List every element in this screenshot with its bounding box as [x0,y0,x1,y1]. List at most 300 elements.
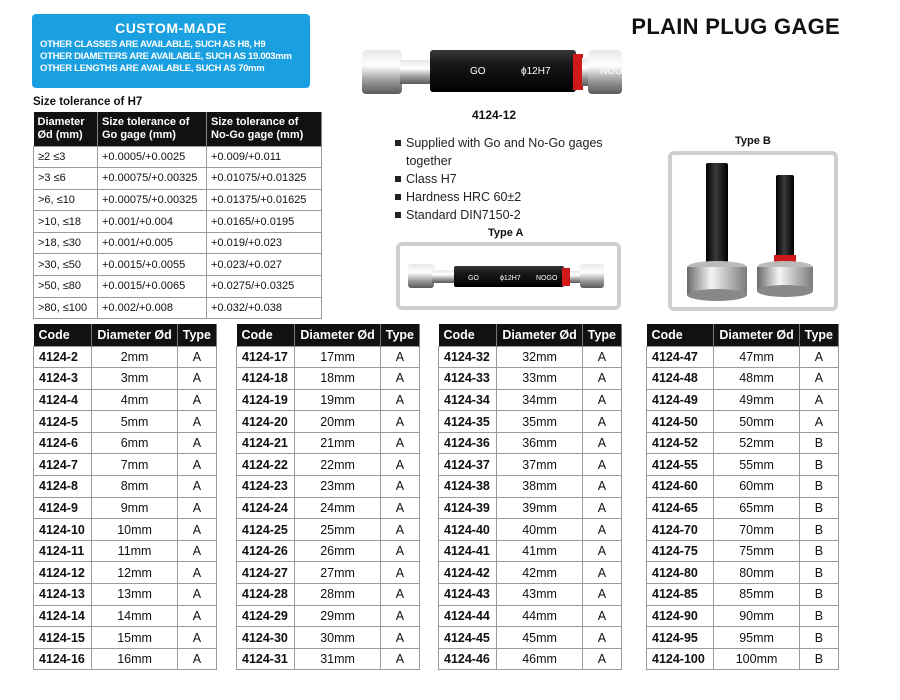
code-cell: 33mm [497,368,582,390]
code-cell: 2mm [92,346,177,368]
code-cell: A [177,540,216,562]
code-cell: 4124-90 [647,605,714,627]
code-cell: 21mm [295,432,380,454]
code-cell: 4124-80 [647,562,714,584]
code-cell: A [380,562,419,584]
code-cell: A [582,411,621,433]
code-cell: A [582,627,621,649]
code-cell: B [799,540,838,562]
code-cell: 7mm [92,454,177,476]
code-row [439,368,622,390]
code-cell: 4124-20 [237,411,295,433]
code-cell: 28mm [295,584,380,606]
code-cell: 4124-4 [34,389,92,411]
code-cell: A [799,346,838,368]
code-cell: A [380,584,419,606]
code-cell: 4mm [92,389,177,411]
code-cell: A [177,497,216,519]
code-row [439,605,622,627]
code-cell: A [380,389,419,411]
code-cell: A [380,627,419,649]
code-cell: A [582,584,621,606]
code-cell: 4124-65 [647,497,714,519]
type-a-gauge-icon [400,246,617,306]
code-header: Code [647,324,714,346]
code-cell: 4124-40 [439,519,497,541]
custom-line: OTHER DIAMETERS ARE AVAILABLE, SUCH AS 19.003mm [40,51,292,62]
code-cell: 50mm [714,411,799,433]
code-cell: A [177,584,216,606]
code-table [33,324,217,670]
code-cell: 27mm [295,562,380,584]
code-header: Code [237,324,295,346]
code-cell: 4124-46 [439,648,497,670]
code-cell: A [799,389,838,411]
code-cell: 4124-34 [439,389,497,411]
code-cell: B [799,497,838,519]
code-row [34,540,217,562]
code-cell: 4124-55 [647,454,714,476]
code-cell: B [799,627,838,649]
code-cell: 4124-33 [439,368,497,390]
type-b-image [668,151,838,311]
code-header: Diameter Ød [497,324,582,346]
feature-item: Standard DIN7150-2 [395,206,625,224]
code-cell: 30mm [295,627,380,649]
code-cell: 4124-7 [34,454,92,476]
code-cell: 17mm [295,346,380,368]
code-cell: 90mm [714,605,799,627]
code-cell: B [799,562,838,584]
code-cell: 4124-85 [647,584,714,606]
code-cell: 38mm [497,476,582,498]
code-cell: 4124-3 [34,368,92,390]
code-header: Code [439,324,497,346]
tolerance-cell: +0.0015/+0.0055 [98,254,207,276]
code-cell: 4124-24 [237,497,295,519]
code-cell: B [799,605,838,627]
code-cell: 14mm [92,605,177,627]
code-row [34,648,217,670]
tolerance-cell: >3 ≤6 [34,168,98,190]
code-cell: 37mm [497,454,582,476]
code-cell: 4124-19 [237,389,295,411]
tolerance-cell: +0.023/+0.027 [207,254,322,276]
code-row [647,648,839,670]
code-row [439,497,622,519]
code-row [439,584,622,606]
code-cell: 47mm [714,346,799,368]
code-cell: A [582,368,621,390]
code-cell: 4124-25 [237,519,295,541]
code-header-row [237,324,420,346]
code-row [237,519,420,541]
code-row [34,497,217,519]
code-cell: 85mm [714,584,799,606]
tolerance-cell: +0.01075/+0.01325 [207,168,322,190]
code-cell: 4124-14 [34,605,92,627]
code-cell: 12mm [92,562,177,584]
code-cell: B [799,584,838,606]
code-cell: 43mm [497,584,582,606]
code-cell: A [177,627,216,649]
code-row [34,605,217,627]
code-cell: 4124-28 [237,584,295,606]
code-cell: 4124-21 [237,432,295,454]
code-row [647,584,839,606]
code-cell: 19mm [295,389,380,411]
tolerance-row [34,168,322,190]
code-row [647,389,839,411]
code-cell: 70mm [714,519,799,541]
code-cell: 4124-26 [237,540,295,562]
code-cell: 49mm [714,389,799,411]
code-cell: A [582,540,621,562]
code-cell: 4124-60 [647,476,714,498]
tolerance-cell: +0.00075/+0.00325 [98,168,207,190]
code-row [647,454,839,476]
type-b-label: Type B [735,135,771,147]
code-row [34,476,217,498]
code-row [647,411,839,433]
tolerance-row [34,232,322,254]
code-cell: 4124-43 [439,584,497,606]
code-cell: 22mm [295,454,380,476]
code-header: Type [380,324,419,346]
code-cell: A [380,605,419,627]
code-row [237,346,420,368]
tolerance-row [34,146,322,168]
code-cell: A [799,368,838,390]
code-row [439,648,622,670]
code-cell: A [582,605,621,627]
code-row [439,562,622,584]
code-cell: 52mm [714,432,799,454]
code-cell: 15mm [92,627,177,649]
code-header: Code [34,324,92,346]
code-cell: 36mm [497,432,582,454]
code-cell: 8mm [92,476,177,498]
code-table [438,324,622,670]
code-header-row [647,324,839,346]
code-cell: 4124-42 [439,562,497,584]
tolerance-header: Diameter Ød (mm) [34,112,98,146]
code-header: Diameter Ød [92,324,177,346]
code-cell: 4124-39 [439,497,497,519]
tolerance-row [34,189,322,211]
code-cell: 4124-6 [34,432,92,454]
code-cell: A [380,497,419,519]
code-row [34,584,217,606]
code-cell: B [799,454,838,476]
tolerance-row [34,276,322,298]
type-b-gauge-icon [672,155,834,307]
type-a-label: Type A [488,227,524,239]
code-row [647,540,839,562]
tolerance-cell: +0.0005/+0.0025 [98,146,207,168]
code-cell: 5mm [92,411,177,433]
code-cell: 26mm [295,540,380,562]
code-cell: 100mm [714,648,799,670]
code-cell: 4124-18 [237,368,295,390]
code-row [647,627,839,649]
code-row [34,562,217,584]
code-row [237,497,420,519]
code-cell: A [380,540,419,562]
code-cell: A [582,476,621,498]
code-cell: 16mm [92,648,177,670]
code-row [237,389,420,411]
code-cell: 9mm [92,497,177,519]
code-cell: A [177,605,216,627]
code-row [439,519,622,541]
code-row [237,627,420,649]
code-table [646,324,839,670]
tolerance-cell: +0.0275/+0.0325 [207,276,322,298]
code-row [439,627,622,649]
code-cell: A [582,519,621,541]
code-cell: 4124-17 [237,346,295,368]
code-cell: A [380,432,419,454]
code-cell: 46mm [497,648,582,670]
code-cell: A [582,432,621,454]
code-row [647,605,839,627]
code-cell: A [582,648,621,670]
gauge-size-text: ϕ12H7 [521,66,551,77]
code-cell: 75mm [714,540,799,562]
code-cell: 3mm [92,368,177,390]
tolerance-header: Size tolerance of Go gage (mm) [98,112,207,146]
code-cell: A [582,346,621,368]
code-cell: A [582,497,621,519]
tolerance-row [34,254,322,276]
type-a-nogo-text: NOGO [536,275,558,282]
custom-made-title: CUSTOM-MADE [115,20,227,36]
custom-line: OTHER CLASSES ARE AVAILABLE, SUCH AS H8, H9 [40,39,266,50]
code-cell: 4124-48 [647,368,714,390]
code-row [647,368,839,390]
code-cell: A [380,368,419,390]
code-cell: 4124-8 [34,476,92,498]
code-header-row [34,324,217,346]
code-cell: 4124-11 [34,540,92,562]
code-cell: 4124-2 [34,346,92,368]
code-row [237,605,420,627]
code-cell: 32mm [497,346,582,368]
code-cell: B [799,519,838,541]
tolerance-header-row [34,112,322,146]
code-cell: 39mm [497,497,582,519]
feature-list [395,134,625,224]
code-cell: 4124-9 [34,497,92,519]
code-row [237,454,420,476]
code-cell: 44mm [497,605,582,627]
tolerance-cell: +0.032/+0.038 [207,297,322,319]
code-header: Type [582,324,621,346]
code-cell: 42mm [497,562,582,584]
code-row [34,454,217,476]
code-cell: 4124-95 [647,627,714,649]
code-cell: 24mm [295,497,380,519]
code-cell: 55mm [714,454,799,476]
code-cell: 4124-16 [34,648,92,670]
code-cell: A [799,411,838,433]
code-cell: 4124-44 [439,605,497,627]
code-cell: 45mm [497,627,582,649]
type-a-go-text: GO [468,275,479,282]
code-cell: 4124-52 [647,432,714,454]
code-row [439,476,622,498]
code-row [237,540,420,562]
tolerance-cell: +0.002/+0.008 [98,297,207,319]
code-row [237,584,420,606]
code-row [237,562,420,584]
code-cell: A [177,519,216,541]
code-cell: A [582,562,621,584]
gauge-nogo-text: NOGO [600,66,631,77]
code-cell: 4124-32 [439,346,497,368]
code-cell: A [177,476,216,498]
page-title: PLAIN PLUG GAGE [631,14,840,39]
tolerance-cell: >80, ≤100 [34,297,98,319]
code-cell: 95mm [714,627,799,649]
tolerance-cell: >30, ≤50 [34,254,98,276]
code-header: Diameter Ød [295,324,380,346]
code-table [236,324,420,670]
code-row [439,454,622,476]
code-cell: 4124-47 [647,346,714,368]
code-cell: A [177,368,216,390]
code-header: Type [177,324,216,346]
code-cell: A [177,454,216,476]
tolerance-cell: +0.001/+0.005 [98,232,207,254]
code-cell: A [380,454,419,476]
plug-gage-image [360,36,631,104]
code-cell: A [380,411,419,433]
code-row [237,432,420,454]
tolerance-cell: +0.01375/+0.01625 [207,189,322,211]
code-cell: A [177,346,216,368]
code-cell: 65mm [714,497,799,519]
code-cell: 4124-23 [237,476,295,498]
code-cell: 11mm [92,540,177,562]
code-cell: 40mm [497,519,582,541]
code-cell: 4124-10 [34,519,92,541]
code-row [647,346,839,368]
code-row [34,389,217,411]
code-cell: B [799,476,838,498]
code-cell: 4124-70 [647,519,714,541]
code-cell: A [177,562,216,584]
code-cell: 4124-15 [34,627,92,649]
custom-line: OTHER LENGTHS ARE AVAILABLE, SUCH AS 70mm [40,63,265,74]
code-cell: B [799,432,838,454]
code-row [647,562,839,584]
code-cell: 4124-37 [439,454,497,476]
code-row [647,476,839,498]
code-row [34,346,217,368]
custom-made-banner [32,14,310,88]
code-header: Type [799,324,838,346]
code-row [439,432,622,454]
feature-item: Supplied with Go and No-Go gages together [395,134,625,170]
code-row [439,540,622,562]
code-cell: 4124-22 [237,454,295,476]
code-row [647,497,839,519]
tolerance-row [34,211,322,233]
code-cell: A [177,389,216,411]
code-cell: 4124-50 [647,411,714,433]
code-cell: 34mm [497,389,582,411]
code-cell: B [799,648,838,670]
tolerance-cell: >18, ≤30 [34,232,98,254]
code-cell: A [177,411,216,433]
code-cell: 4124-49 [647,389,714,411]
model-label: 4124-12 [472,108,517,122]
code-row [34,432,217,454]
tolerance-cell: +0.019/+0.023 [207,232,322,254]
tolerance-caption: Size tolerance of H7 [33,96,143,108]
code-cell: 4124-5 [34,411,92,433]
code-row [34,411,217,433]
tolerance-cell: >50, ≤80 [34,276,98,298]
code-row [647,519,839,541]
code-header: Diameter Ød [714,324,799,346]
code-cell: 80mm [714,562,799,584]
code-cell: A [582,454,621,476]
code-cell: 4124-30 [237,627,295,649]
code-cell: 4124-41 [439,540,497,562]
code-cell: A [582,389,621,411]
code-row [439,411,622,433]
type-a-image [396,242,621,310]
tolerance-table [33,112,322,319]
tolerance-cell: >10, ≤18 [34,211,98,233]
code-cell: 4124-27 [237,562,295,584]
code-cell: 29mm [295,605,380,627]
code-cell: 4124-100 [647,648,714,670]
tolerance-cell: +0.001/+0.004 [98,211,207,233]
code-cell: 23mm [295,476,380,498]
code-row [34,368,217,390]
gauge-go-text: GO [470,66,486,77]
code-row [34,519,217,541]
code-cell: 4124-13 [34,584,92,606]
code-cell: 10mm [92,519,177,541]
code-cell: 6mm [92,432,177,454]
tolerance-cell: >6, ≤10 [34,189,98,211]
code-cell: 25mm [295,519,380,541]
code-cell: 48mm [714,368,799,390]
code-cell: 4124-29 [237,605,295,627]
tolerance-header: Size tolerance of No-Go gage (mm) [207,112,322,146]
code-cell: A [177,432,216,454]
tolerance-cell: +0.0015/+0.0065 [98,276,207,298]
code-cell: 4124-45 [439,627,497,649]
code-row [34,627,217,649]
code-header-row [439,324,622,346]
tolerance-row [34,297,322,319]
code-cell: 60mm [714,476,799,498]
code-cell: A [177,648,216,670]
code-cell: 31mm [295,648,380,670]
feature-item: Hardness HRC 60±2 [395,188,625,206]
code-row [237,648,420,670]
code-cell: 4124-36 [439,432,497,454]
code-cell: A [380,346,419,368]
code-cell: A [380,648,419,670]
tolerance-cell: +0.00075/+0.00325 [98,189,207,211]
